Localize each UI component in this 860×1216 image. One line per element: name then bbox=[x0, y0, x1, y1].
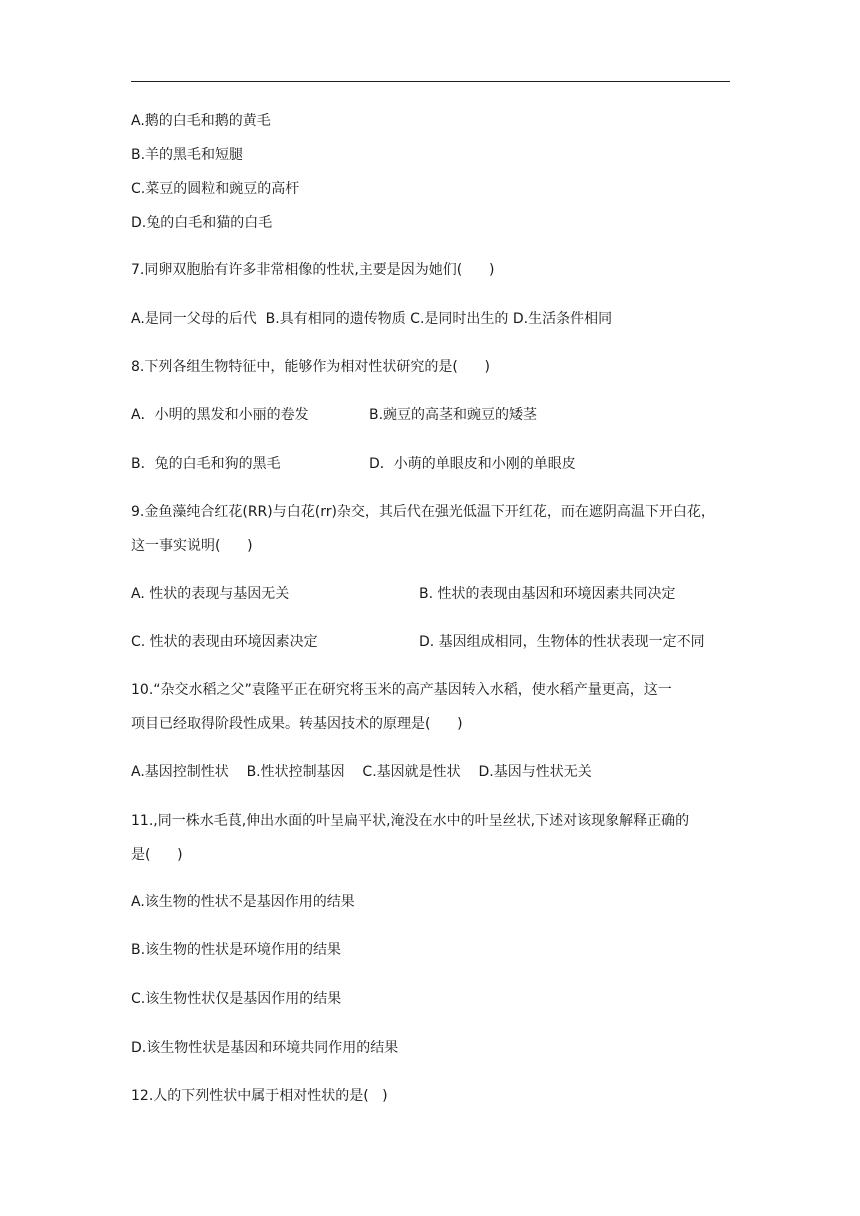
q9-option-d: D. 基因组成相同，生物体的性状表现一定不同 bbox=[419, 634, 705, 650]
q6-option-a: A.鹅的白毛和鹅的黄毛 bbox=[131, 113, 271, 129]
q10-stem-line2: 项目已经取得阶段性成果。转基因技术的原理是( ) bbox=[131, 716, 463, 732]
q9-option-c: C. 性状的表现由环境因素决定 bbox=[131, 634, 318, 650]
q9-option-a: A. 性状的表现与基因无关 bbox=[131, 586, 290, 602]
q7-options: A.是同一父母的后代 B.具有相同的遗传物质 C.是同时出生的 D.生活条件相同 bbox=[131, 311, 613, 327]
q11-option-a: A.该生物的性状不是基因作用的结果 bbox=[131, 894, 355, 910]
q8-option-c: B．兔的白毛和狗的黑毛 bbox=[131, 456, 281, 472]
q8-option-b: B.豌豆的高茎和豌豆的矮茎 bbox=[369, 407, 538, 423]
q10-options: A.基因控制性状 B.性状控制基因 C.基因就是性状 D.基因与性状无关 bbox=[131, 764, 592, 780]
header-rule bbox=[131, 81, 730, 82]
q6-option-b: B.羊的黑毛和短腿 bbox=[131, 147, 244, 163]
q11-option-b: B.该生物的性状是环境作用的结果 bbox=[131, 942, 342, 958]
q11-stem-line2: 是( ) bbox=[131, 847, 183, 863]
q9-option-b: B. 性状的表现由基因和环境因素共同决定 bbox=[419, 586, 676, 602]
q11-option-d: D.该生物性状是基因和环境共同作用的结果 bbox=[131, 1040, 399, 1056]
q12-stem: 12.人的下列性状中属于相对性状的是( ) bbox=[131, 1088, 388, 1104]
q6-option-d: D.兔的白毛和猫的白毛 bbox=[131, 215, 273, 231]
q9-stem-line2: 这一事实说明( ) bbox=[131, 538, 253, 554]
q6-option-c: C.菜豆的圆粒和豌豆的高杆 bbox=[131, 181, 300, 197]
q8-option-a: A．小明的黑发和小丽的卷发 bbox=[131, 407, 309, 423]
q8-stem: 8.下列各组生物特征中，能够作为相对性状研究的是( ) bbox=[131, 359, 490, 375]
q10-stem-line1: 10.“杂交水稻之父”袁隆平正在研究将玉米的高产基因转入水稻，使水稻产量更高，这一 bbox=[131, 682, 672, 698]
q7-stem: 7.同卵双胞胎有许多非常相像的性状,主要是因为她们( ) bbox=[131, 262, 495, 278]
q11-stem-line1: 11.,同一株水毛茛,伸出水面的叶呈扁平状,淹没在水中的叶呈丝状,下述对该现象解释正确的 bbox=[131, 813, 690, 829]
q8-option-d: D．小萌的单眼皮和小刚的单眼皮 bbox=[369, 456, 576, 472]
q11-option-c: C.该生物性状仅是基因作用的结果 bbox=[131, 991, 342, 1007]
q9-stem-line1: 9.金鱼藻纯合红花(RR)与白花(rr)杂交，其后代在强光低温下开红花，而在遮阴高温下开白花， bbox=[131, 504, 715, 520]
